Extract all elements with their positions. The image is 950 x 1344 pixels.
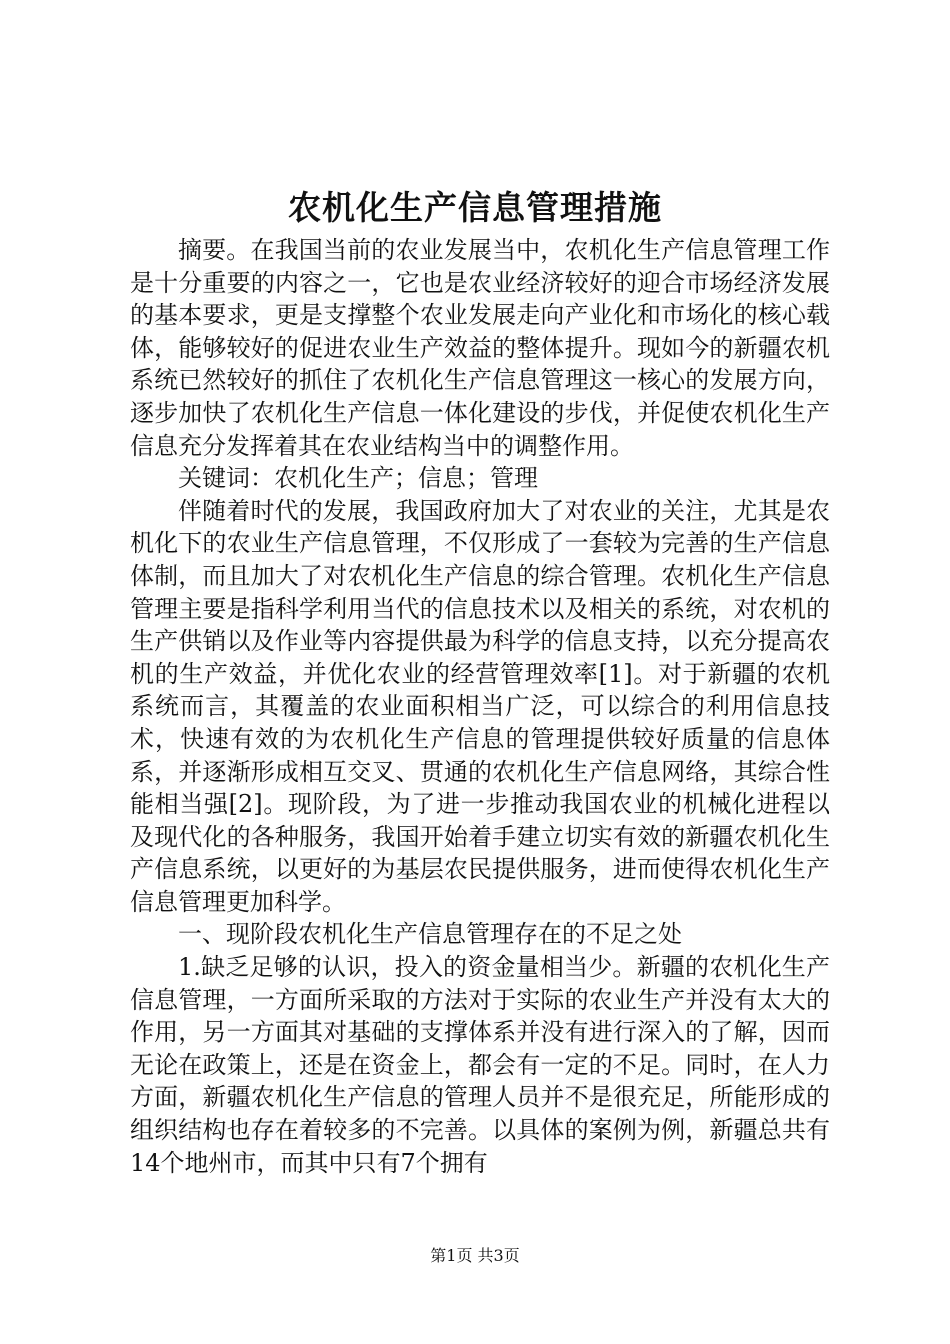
section-heading: 一、现阶段农机化生产信息管理存在的不足之处 <box>178 920 682 949</box>
document-body <box>130 234 830 1179</box>
document-title: 农机化生产信息管理措施 <box>288 188 662 227</box>
intro-paragraph: 伴随着时代的发展，我国政府加大了对农业的关注，尤其是农机化下的农业生产信息管理，不仅形成了一套较为完善的生产信息体制，而且加大了对农机化生产信息的综合管理。农机化生产信息管理主要是指科学利用当代的信息技术以及相关的系统，对农机的生产供销以及作业等内容提供最为科学的信息支持，以充分提高农机的生产效益，并优化农业的经营管理效率[1]。对于新疆的农机系统而言，其覆盖的农业面积相当广泛，可以综合的利用信息技术，快速有效的为农机化生产信息的管理提供较好质量的信息体系，并逐渐形成相互交叉、贯通的农机化生产信息网络，其综合性能相当强[2]。现阶段，为了进一步推动我国农业的机械化进程以及现代化的各种服务，我国开始着手建立切实有效的新疆农机化生产信息系统，以更好的为基层农民提供服务，进而使得农机化生产信息管理更加科学。 <box>130 496 830 916</box>
keywords-paragraph: 关键词：农机化生产；信息；管理 <box>178 464 538 493</box>
abstract-paragraph: 摘要。在我国当前的农业发展当中，农机化生产信息管理工作是十分重要的内容之一，它也是农业经济较好的迎合市场经济发展的基本要求，更是支撑整个农业发展走向产业化和市场化的核心载体，能够较好的促进农业生产效益的整体提升。现如今的新疆农机系统已然较好的抓住了农机化生产信息管理这一核心的发展方向，逐步加快了农机化生产信息一体化建设的步伐，并促使农机化生产信息充分发挥着其在农业结构当中的调整作用。 <box>130 236 830 460</box>
page-footer: 第1页 共3页 <box>430 1246 520 1265</box>
body-paragraph: 1.缺乏足够的认识，投入的资金量相当少。新疆的农机化生产信息管理，一方面所采取的方法对于实际的农业生产并没有太大的作用，另一方面其对基础的支撑体系并没有进行深入的了解，因而无论在政策上，还是在资金上，都会有一定的不足。同时，在人力方面，新疆农机化生产信息的管理人员并不是很充足，所能形成的组织结构也存在着较多的不完善。以具体的案例为例，新疆总共有14个地州市，而其中只有7个拥有 <box>130 953 830 1177</box>
